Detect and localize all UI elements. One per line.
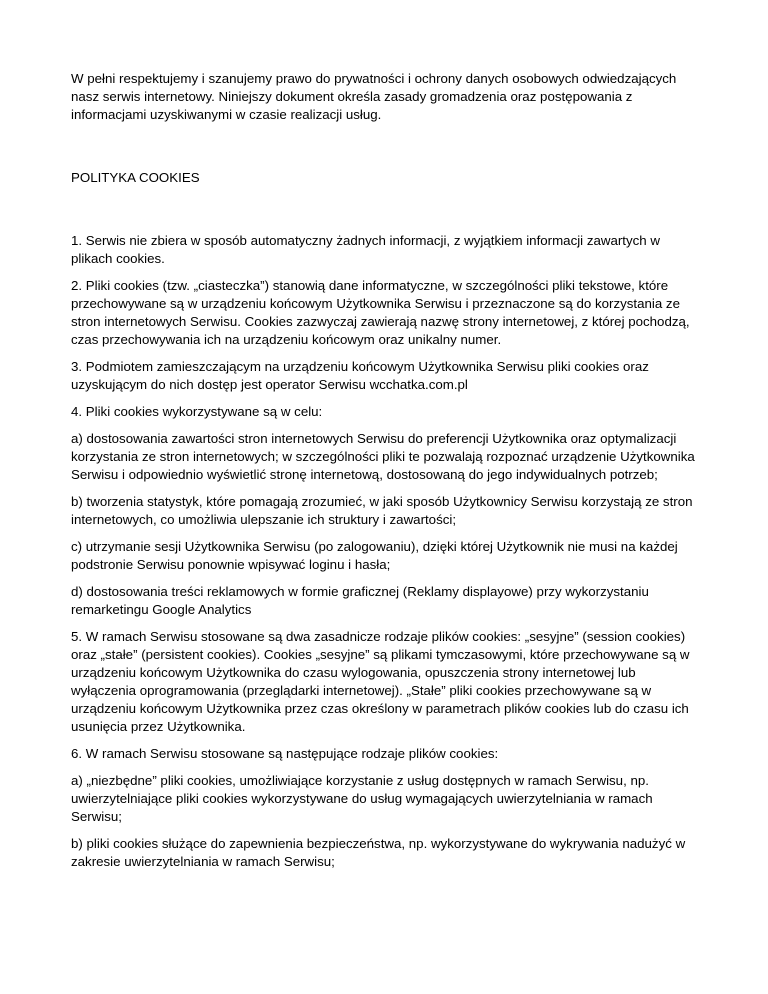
- document-page: [71, 70, 703, 880]
- section-heading: POLITYKA COOKIES: [71, 170, 200, 185]
- intro-paragraph: W pełni respektujemy i szanujemy prawo do prywatności i ochrony danych osobowych odwiedzających nasz serwis internetowy. Niniejszy dokument określa zasady gromadzenia oraz postępowania z informacjami uzyskiwanymi w czasie realizacji usług.: [71, 71, 677, 122]
- paragraph-4: 4. Pliki cookies wykorzystywane są w celu:: [71, 404, 323, 419]
- paragraph-4c: c) utrzymanie sesji Użytkownika Serwisu (po zalogowaniu), dzięki której Użytkownik nie musi na każdej podstronie Serwisu ponownie wpisywać loginu i hasła;: [71, 539, 678, 572]
- paragraph-6: 6. W ramach Serwisu stosowane są następujące rodzaje plików cookies:: [71, 746, 499, 761]
- paragraph-1: 1. Serwis nie zbiera w sposób automatyczny żadnych informacji, z wyjątkiem informacji zawartych w plikach cookies.: [71, 233, 660, 266]
- paragraph-6a: a) „niezbędne” pliki cookies, umożliwiające korzystanie z usług dostępnych w ramach Serwisu, np. uwierzytelniające pliki cookies wykorzystywane do usług wymagających uwierzytelniania w ramach Serwisu;: [71, 773, 653, 824]
- paragraph-5: 5. W ramach Serwisu stosowane są dwa zasadnicze rodzaje plików cookies: „sesyjne” (session cookies) oraz „stałe” (persistent cookies). Cookies „sesyjne” są plikami tymczasowymi, które przechowywane są w urządzeniu końcowym Użytkownika do czasu wylogowania, opuszczenia strony internetowej lub wyłączenia oprogramowania (przeglądarki internetowej). „Stałe” pliki cookies przechowywane są w urządzeniu końcowym Użytkownika przez czas określony w parametrach plików cookies lub do czasu ich usunięcia przez Użytkownika.: [71, 629, 690, 734]
- paragraph-4b: b) tworzenia statystyk, które pomagają zrozumieć, w jaki sposób Użytkownicy Serwisu korzystają ze stron internetowych, co umożliwia ulepszanie ich struktury i zawartości;: [71, 494, 693, 527]
- paragraph-6b: b) pliki cookies służące do zapewnienia bezpieczeństwa, np. wykorzystywane do wykrywania nadużyć w zakresie uwierzytelniania w ramach Serwisu;: [71, 836, 686, 869]
- paragraph-4d: d) dostosowania treści reklamowych w formie graficznej (Reklamy displayowe) przy wykorzystaniu remarketingu Google Analytics: [71, 584, 649, 617]
- paragraph-4a: a) dostosowania zawartości stron internetowych Serwisu do preferencji Użytkownika oraz optymalizacji korzystania ze stron internetowych; w szczególności pliki te pozwalają rozpoznać urządzenie Użytkownika Serwisu i odpowiednio wyświetlić stronę internetową, dostosowaną do jego indywidualnych potrzeb;: [71, 431, 695, 482]
- paragraph-2: 2. Pliki cookies (tzw. „ciasteczka”) stanowią dane informatyczne, w szczególności pliki tekstowe, które przechowywane są w urządzeniu końcowym Użytkownika Serwisu i przeznaczone są do korzystania ze stron internetowych Serwisu. Cookies zazwyczaj zawierają nazwę strony internetowej, z której pochodzą, czas przechowywania ich na urządzeniu końcowym oraz unikalny numer.: [71, 278, 690, 347]
- paragraph-3: 3. Podmiotem zamieszczającym na urządzeniu końcowym Użytkownika Serwisu pliki cookies oraz uzyskującym do nich dostęp jest operator Serwisu wcchatka.com.pl: [71, 359, 649, 392]
